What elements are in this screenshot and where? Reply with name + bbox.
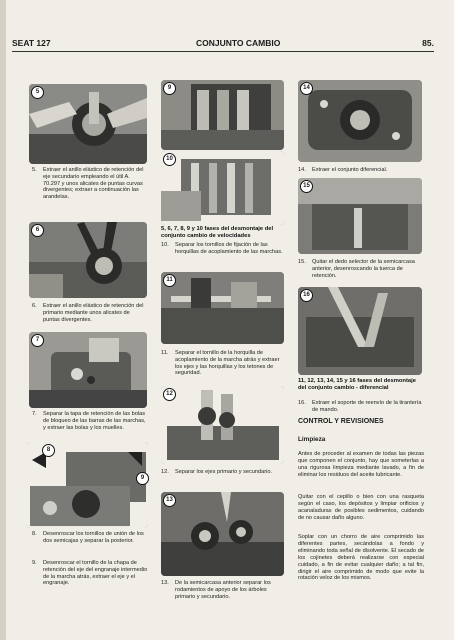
caption-16: 16. Extraer el soporte de reenvío de la tirantería de mando. [298, 400, 422, 413]
figure-badge-8: 8 [42, 444, 55, 457]
paragraph-3: Soplar con un chorro de aire comprimido las diferentes partes, secándolas a fondo y eliminando toda señal de disolvente. El secado de los cojinetes deberá realizarse con especial cuidado, a fin de evitar cualquier daño; a tal fin, dirigir el aire comprimido de modo que evite la rotación veloz de los mismos. [298, 534, 424, 582]
caption-5: 5. Extraer el anillo elástico de retención del eje secundario empleando el útil A. 70.297 y unos alicates de puntas curvas divergentes; extraer a continuación las arandelas. [32, 167, 144, 201]
figure-badge-6: 6 [31, 224, 44, 237]
photo-fig-7 [29, 332, 147, 408]
photo-fig-6 [29, 222, 147, 298]
header-title: CONJUNTO CAMBIO [196, 38, 281, 48]
photo-fig-14 [298, 80, 422, 162]
caption-8: 8. Desenroscar los tornillos de unión de los dos semicajas y separar la posterior. [32, 531, 144, 544]
header-rule [12, 51, 434, 52]
caption-11: 11. Separar el tornillo de la horquilla de acoplamiento de la marcha atrás y extraer los ejes y las horquillas y los tetones de seguridad. [161, 350, 280, 377]
photo-fig-11 [161, 272, 284, 344]
caption-9: 9. Desenroscar el tornillo de la chapa de retención del eje del engranaje intermedio de la marcha atrás, extraer el eje y el engranaje. [32, 560, 148, 587]
figure-badge-5: 5 [31, 86, 44, 99]
figure-badge-14: 14 [300, 82, 313, 95]
figure-badge-12: 12 [163, 388, 176, 401]
photo-fig-5 [29, 84, 147, 164]
header-model: SEAT 127 [12, 38, 51, 48]
caption-13: 13. De la semicarcasa anterior separar los rodamientos de apoyo de los árboles primario y secundario. [161, 580, 271, 600]
caption-10: 10. Separar los tornillos de fijación de las horquillas de acoplamiento de las marchas. [161, 242, 283, 255]
figure-badge-15: 15 [300, 180, 313, 193]
figure-badge-10: 10 [163, 153, 176, 166]
figure-badge-16: 16 [300, 289, 313, 302]
caption-14: 14. Extraer el conjunto diferencial. [298, 167, 388, 173]
caption-7: 7. Separar la tapa de retención de las bolas de bloqueo de las barras de las marchas, y extraer las bolas y los muelles. [32, 411, 146, 431]
figure-group-title-middle: 5, 6, 7, 8, 9 y 10 fases del desmontaje del conjunto cambio de velocidades [161, 226, 274, 239]
caption-15: 15. Quitar el dedo selector de la semicarcasa anterior, desenroscando la tuerca de retención. [298, 259, 415, 279]
page-spine [0, 0, 6, 640]
figure-badge-11: 11 [163, 274, 176, 287]
paragraph-2: Quitar con el cepillo o bien con una rasqueta según el caso, los depósitos y limpiar orificios y acanaladuras de posibles sedimentos, cuidando de no causar daño alguno. [298, 494, 424, 521]
photo-fig-16 [298, 287, 422, 375]
caption-6: 6. Extraer el anillo elástico de retención del primario mediante unos alicates de puntas divergentes. [32, 303, 144, 323]
caption-12: 12. Separar los ejes primario y secundario. [161, 469, 273, 475]
figure-badge-9: 9 [136, 472, 149, 485]
figure-badge-13: 13 [163, 494, 176, 507]
figure-group-title-right: 11, 12, 13, 14, 15 y 16 fases del desmontaje del conjunto cambio - diferencial [298, 378, 416, 391]
section-heading: CONTROL Y REVISIONES [298, 418, 384, 425]
subsection-heading: Limpieza [298, 436, 326, 443]
figure-badge-9b: 9 [163, 82, 176, 95]
page-number: 85. [422, 38, 434, 48]
photo-fig-15 [298, 178, 422, 254]
figure-badge-7: 7 [31, 334, 44, 347]
photo-fig-10 [161, 151, 284, 225]
paragraph-1: Antes de proceder al examen de todas las piezas que componen el conjunto, hay que someterlas a una rigurosa limpieza mediante lavado, a fin de eliminar los residuos del aceite lubricante. [298, 451, 424, 478]
photo-fig-9 [161, 80, 284, 150]
photo-fig-13 [161, 492, 284, 576]
page-header [12, 38, 434, 50]
photo-fig-12 [161, 386, 284, 464]
